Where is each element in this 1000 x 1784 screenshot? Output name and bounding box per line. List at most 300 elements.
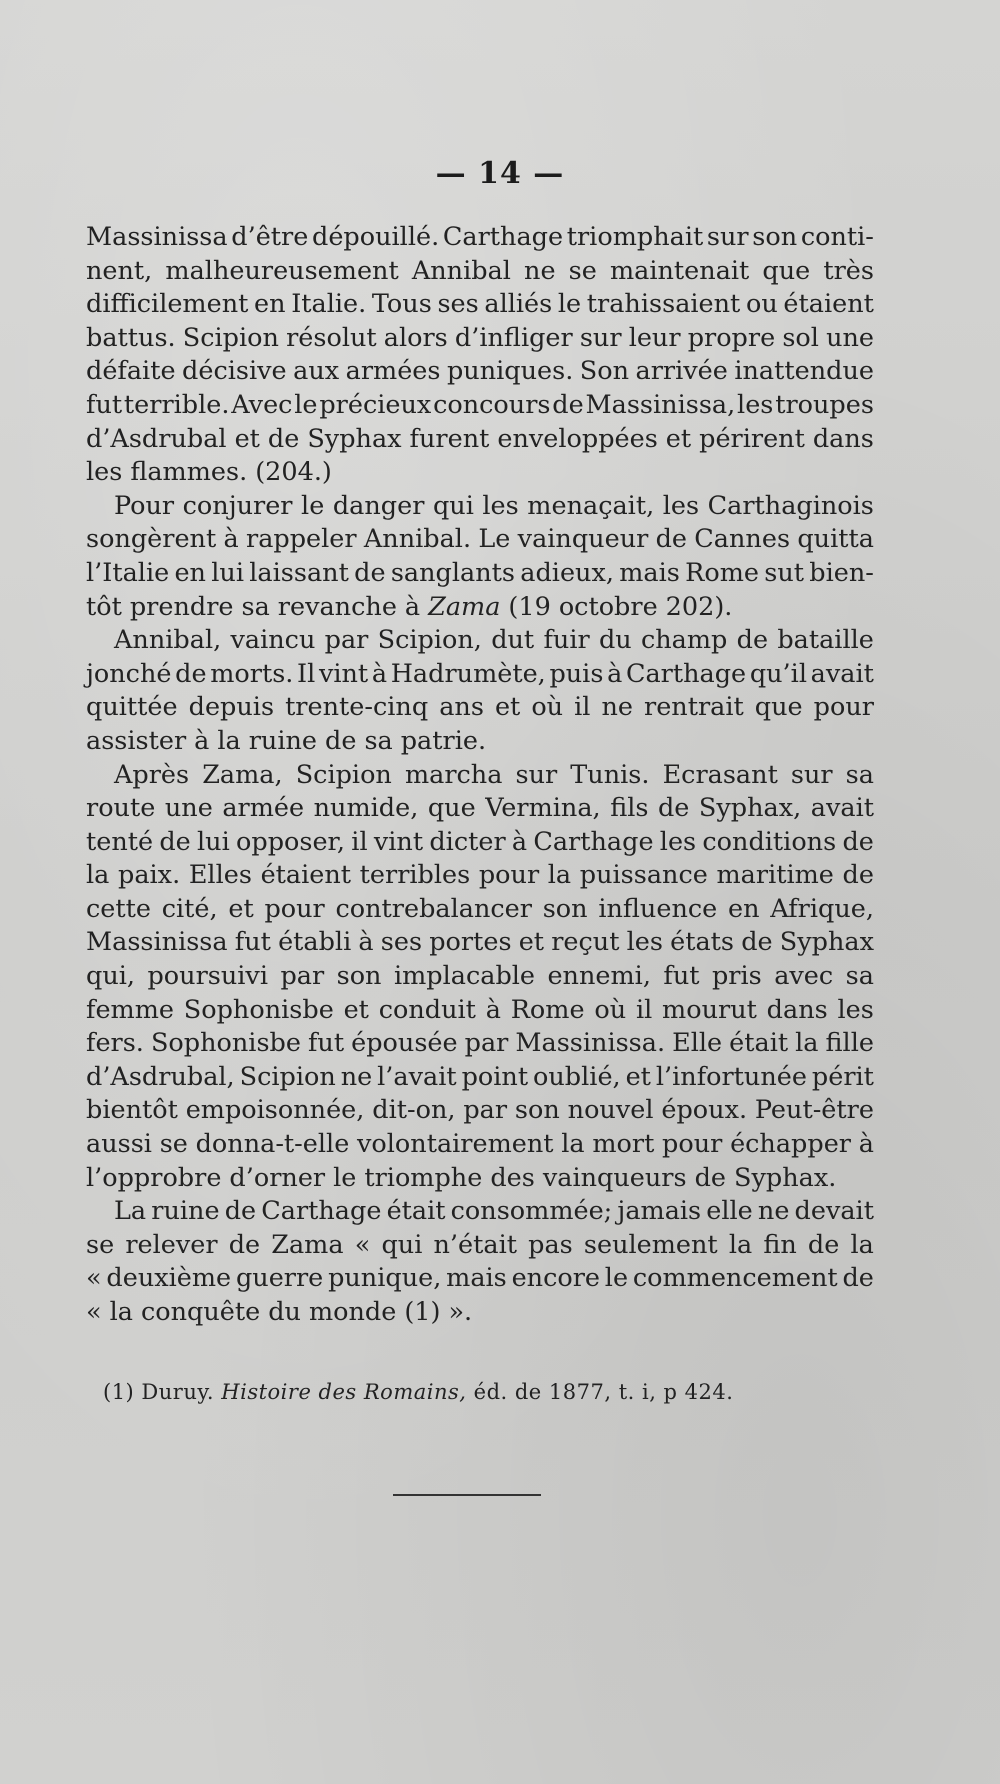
word: troupes	[775, 389, 874, 420]
word: Pour	[114, 490, 175, 521]
text-line	[86, 523, 874, 557]
word: de	[228, 1229, 261, 1260]
word: Italie.	[291, 289, 367, 320]
word: dicter	[429, 826, 506, 857]
word: son	[514, 1095, 560, 1126]
word: consommée;	[450, 1196, 613, 1227]
text-line	[86, 1128, 874, 1162]
word: Hadrumète,	[390, 658, 546, 689]
word: Carthage	[625, 658, 747, 689]
word: patrie.	[400, 725, 487, 756]
word: époux.	[661, 1095, 748, 1126]
word: à	[511, 826, 528, 857]
word: il	[351, 826, 368, 857]
word: Syphax	[307, 423, 402, 454]
word: vainqueur	[517, 524, 649, 555]
word: son	[542, 893, 588, 924]
word: avait	[810, 658, 874, 689]
word: conti-	[800, 222, 874, 252]
word: fut	[307, 1028, 345, 1059]
word: par	[464, 1028, 509, 1059]
word: pas	[528, 1229, 573, 1260]
text-line	[86, 826, 874, 860]
word: Zama	[271, 1229, 344, 1260]
word: il	[574, 692, 591, 723]
word: propre	[687, 322, 776, 353]
word: Scipion,	[377, 625, 482, 656]
word: tôt	[86, 591, 122, 622]
word: maritime	[716, 860, 834, 891]
word: dut	[491, 625, 535, 656]
word: puniques.	[446, 356, 574, 387]
word: pour	[264, 893, 325, 924]
word: deuxième	[106, 1263, 232, 1294]
body-text	[86, 221, 874, 1330]
word: se	[159, 1129, 188, 1160]
word: et	[343, 994, 369, 1025]
word: numide,	[313, 793, 419, 824]
word: à	[485, 994, 501, 1025]
word: les	[837, 994, 874, 1025]
word: les	[662, 490, 700, 521]
word: sa	[845, 759, 874, 790]
word: l’avait	[377, 1061, 457, 1092]
word: octobre	[558, 591, 658, 622]
word: la	[795, 1028, 819, 1059]
footnote-suffix: éd. de 1877, t. i, p 424.	[473, 1380, 734, 1404]
word: prendre	[129, 591, 234, 622]
word: Syphax.	[734, 1162, 837, 1193]
word: bataille	[777, 625, 874, 656]
word: conduit	[378, 994, 476, 1025]
word: était	[386, 1196, 446, 1227]
word: menaçait,	[527, 490, 655, 521]
word: Après	[114, 759, 190, 790]
text-line	[86, 1195, 874, 1229]
word: jamais	[617, 1196, 702, 1227]
word: Annibal	[411, 255, 511, 286]
word: et	[665, 423, 692, 454]
word: rappeler	[246, 524, 357, 555]
word: armée	[222, 793, 305, 824]
word: «	[86, 1263, 102, 1294]
text-line	[86, 792, 874, 826]
word: commencement	[632, 1263, 838, 1294]
word: le	[557, 289, 582, 320]
word: la	[547, 860, 572, 891]
word: aux	[293, 356, 340, 387]
word: par	[324, 625, 369, 656]
word: son	[752, 222, 798, 252]
word: Elle	[672, 1028, 723, 1059]
word: il	[635, 994, 653, 1025]
word: ne	[340, 1061, 373, 1092]
word: épousée	[351, 1028, 458, 1059]
word: où	[594, 994, 627, 1025]
word: fin	[763, 1229, 797, 1260]
word: pour	[813, 692, 874, 723]
word: sur	[515, 759, 558, 790]
word: le	[294, 389, 318, 420]
word: qui,	[86, 961, 136, 992]
word: route	[86, 793, 156, 824]
text-line	[86, 624, 874, 658]
word: sur	[579, 322, 622, 353]
word: en	[728, 893, 760, 924]
word: de	[842, 826, 874, 857]
word: vint	[318, 658, 369, 689]
text-line	[86, 221, 874, 255]
word: elle	[706, 1196, 753, 1227]
word: Scipion	[295, 759, 392, 790]
word: devait	[794, 1196, 874, 1227]
text-line	[86, 759, 874, 793]
word: marcha	[404, 759, 503, 790]
word: seulement	[583, 1229, 718, 1260]
word: dépouillé.	[312, 222, 440, 252]
word: étaient	[260, 860, 352, 891]
word: Le	[478, 524, 511, 555]
word: Scipion	[239, 1061, 336, 1092]
word: les	[626, 927, 663, 958]
word: dans	[812, 423, 874, 454]
word: sol	[782, 322, 819, 353]
word: le	[301, 490, 325, 521]
word: pris	[711, 961, 762, 992]
word: inattendue	[734, 356, 874, 387]
word: furent	[409, 423, 490, 454]
end-rule	[393, 1494, 541, 1496]
word: (19	[508, 591, 551, 622]
word: Syphax	[779, 927, 874, 958]
text-line	[86, 893, 874, 927]
word: trente-cinq	[285, 692, 429, 723]
word: Massinissa	[86, 222, 228, 252]
word: cité,	[161, 893, 218, 924]
word: fils	[610, 793, 649, 824]
text-line	[86, 490, 874, 524]
word: bientôt	[86, 1095, 178, 1126]
word: Carthage	[533, 826, 654, 857]
word: à	[194, 725, 210, 756]
word: triomphe	[364, 1162, 483, 1193]
word: vaincu	[230, 625, 316, 656]
text-line	[86, 591, 874, 625]
footnote-prefix: (1) Duruy.	[103, 1380, 215, 1404]
word: du	[268, 1297, 301, 1327]
word: se	[568, 255, 597, 286]
word: morts.	[210, 658, 294, 689]
word: de	[175, 658, 207, 689]
word: sanglants	[390, 557, 515, 588]
word: battus.	[86, 322, 176, 353]
text-line	[86, 389, 874, 423]
text-line	[86, 1262, 874, 1296]
word: de	[842, 860, 874, 891]
word: Carthaginois	[707, 490, 874, 521]
word: Afrique,	[770, 893, 874, 924]
word: ne	[524, 255, 556, 286]
word: dit-on,	[372, 1095, 456, 1126]
word: Il	[297, 658, 316, 689]
word: ruine	[151, 1196, 220, 1227]
word: de	[741, 927, 773, 958]
word: nent,	[86, 255, 153, 286]
footnote-book-title: Histoire des Romains,	[221, 1380, 467, 1404]
word: par	[280, 961, 325, 992]
word: de	[842, 1263, 874, 1294]
word: la	[217, 725, 241, 756]
word: la	[86, 860, 110, 891]
word: vainqueurs	[542, 1162, 687, 1193]
word: pour	[478, 860, 540, 891]
text-line	[86, 423, 874, 457]
word: Cannes	[694, 524, 791, 555]
word: à	[404, 591, 421, 622]
word: à	[223, 524, 239, 555]
word: Massinissa	[86, 927, 228, 958]
word: états	[670, 927, 735, 958]
word: ans	[439, 692, 484, 723]
word: le	[333, 1162, 357, 1193]
word: de	[267, 423, 300, 454]
word: arrivée	[635, 356, 728, 387]
word: d’infliger	[454, 322, 573, 353]
word: Annibal,	[114, 625, 222, 656]
word: et	[228, 893, 254, 924]
word: sa	[364, 725, 393, 756]
word: donna-t-elle	[195, 1129, 350, 1160]
word: étaient	[783, 289, 874, 320]
word: ne	[601, 692, 633, 723]
word: depuis	[188, 692, 275, 723]
word: puissance	[579, 860, 708, 891]
word: de	[736, 625, 769, 656]
word: que	[754, 692, 803, 723]
word: et	[494, 692, 521, 723]
word: sur	[790, 759, 833, 790]
word: ennemi,	[547, 961, 651, 992]
word: malheureusement	[165, 255, 399, 286]
text-line	[86, 322, 874, 356]
word: qui	[432, 490, 474, 521]
text-line	[86, 960, 874, 994]
word: songèrent	[86, 524, 217, 555]
word: les	[659, 826, 697, 857]
word: contrebalancer	[335, 893, 532, 924]
word: jonché	[86, 658, 172, 689]
text-line	[86, 926, 874, 960]
word: sut	[764, 557, 805, 588]
word: de	[325, 725, 357, 756]
text-line	[86, 355, 874, 389]
word: Peut-être	[754, 1095, 874, 1126]
word: d’Asdrubal,	[86, 1061, 235, 1092]
word: de	[657, 793, 690, 824]
word: une	[826, 322, 874, 353]
word: l’opprobre	[86, 1162, 222, 1193]
word: était	[729, 1028, 789, 1059]
text-line	[86, 1162, 874, 1196]
word: terrible.	[123, 389, 230, 420]
word: où	[531, 692, 564, 723]
word: mais	[619, 557, 680, 588]
word: n’était	[433, 1229, 517, 1260]
word: ne	[757, 1196, 790, 1227]
word: ruine	[248, 725, 318, 756]
word: ses	[380, 927, 423, 958]
word: Scipion	[182, 322, 279, 353]
word: rentrait	[644, 692, 744, 723]
word: trahissaient	[586, 289, 741, 320]
word: «	[86, 1297, 102, 1327]
word: (204.)	[255, 457, 332, 488]
word: assister	[86, 725, 187, 756]
word: Tunis.	[570, 759, 650, 790]
word: sa	[845, 961, 874, 992]
word: mais	[446, 1263, 507, 1294]
word: influence	[598, 893, 718, 924]
word: la	[850, 1229, 874, 1260]
word: Carthage	[261, 1196, 382, 1227]
word: de	[807, 1229, 840, 1260]
word: résolut	[286, 322, 377, 353]
word: laissant	[249, 557, 349, 588]
word: périrent	[699, 423, 805, 454]
footnote	[103, 1380, 733, 1404]
word: Tous	[371, 289, 432, 320]
word: terribles	[359, 860, 471, 891]
word: avait	[810, 793, 874, 824]
word: aussi	[86, 1129, 152, 1160]
word: danger	[332, 490, 425, 521]
word: et	[234, 423, 260, 454]
word: de	[159, 826, 191, 857]
word: établi	[278, 927, 352, 958]
word: de	[694, 1162, 726, 1193]
word: adieux,	[520, 557, 614, 588]
word: portes	[429, 927, 512, 958]
word: Sophonisbe	[183, 994, 334, 1025]
word: Carthage	[442, 222, 564, 252]
word: du	[598, 625, 632, 656]
text-line	[86, 1229, 874, 1263]
word: Sophonisbe	[150, 1028, 301, 1059]
word: le	[604, 1263, 629, 1294]
word: fut	[86, 389, 123, 420]
word: qu’il	[749, 658, 807, 689]
word: dans	[766, 994, 828, 1025]
word: «	[354, 1229, 371, 1260]
word: d’Asdrubal	[86, 423, 227, 454]
text-line	[86, 658, 874, 692]
word: quitta	[797, 524, 874, 555]
word: à	[358, 927, 374, 958]
word: implacable	[393, 961, 536, 992]
word: difficilement	[86, 289, 249, 320]
word: la	[109, 1297, 133, 1327]
word: point	[461, 1061, 529, 1092]
word: par	[463, 1095, 508, 1126]
word: Massinissa,	[585, 389, 736, 420]
word: et	[625, 1061, 651, 1092]
word: en	[174, 557, 206, 588]
word: mort	[592, 1129, 655, 1160]
word: 202).	[665, 591, 733, 622]
word: bien-	[809, 557, 874, 588]
text-line	[86, 859, 874, 893]
word: et	[518, 927, 545, 958]
word: qui	[381, 1229, 423, 1260]
word: les	[86, 457, 123, 488]
word: l’Italie	[86, 557, 170, 588]
word: à	[371, 658, 388, 689]
text-line	[86, 1094, 874, 1128]
word: à	[607, 658, 623, 689]
word: Rome	[510, 994, 585, 1025]
word: conquête	[140, 1297, 261, 1327]
word: Avec	[231, 389, 293, 420]
word: sa	[241, 591, 270, 622]
word: nouvel	[567, 1095, 654, 1126]
word: périt	[811, 1061, 874, 1092]
word: précieux	[319, 389, 432, 420]
word: Syphax,	[698, 793, 802, 824]
word: les	[737, 389, 774, 420]
word: concours	[433, 389, 551, 420]
word: maintenait	[609, 255, 750, 286]
word: défaite	[86, 356, 176, 387]
word: décisive	[182, 356, 287, 387]
word: alors	[383, 322, 448, 353]
word: encore	[511, 1263, 600, 1294]
word: se	[86, 1229, 115, 1260]
word: Rome	[685, 557, 759, 588]
text-line	[86, 456, 874, 490]
word: enveloppées	[497, 423, 658, 454]
word: Annibal.	[363, 524, 472, 555]
word: volontairement	[357, 1129, 554, 1160]
word: quittée	[86, 692, 178, 723]
word: empoisonnée,	[185, 1095, 365, 1126]
text-line	[86, 557, 874, 591]
word: punique,	[328, 1263, 442, 1294]
word: flammes.	[130, 457, 248, 488]
word: leur	[628, 322, 681, 353]
word: relever	[125, 1229, 218, 1260]
word: puis	[549, 658, 604, 689]
word: la	[728, 1229, 753, 1260]
word: pour	[662, 1129, 723, 1160]
word: d’orner	[229, 1162, 326, 1193]
word: monde	[308, 1297, 397, 1327]
word: fuir	[543, 625, 590, 656]
word: vint	[373, 826, 424, 857]
word: lui	[211, 557, 244, 588]
word: armées	[345, 356, 441, 387]
word: conditions	[702, 826, 837, 857]
word: Son	[579, 356, 630, 387]
word: opposer,	[236, 826, 346, 857]
word: que	[762, 255, 811, 286]
text-line	[86, 1061, 874, 1095]
word: échapper	[730, 1129, 851, 1160]
word: Elles	[188, 860, 252, 891]
word: ses	[437, 289, 479, 320]
word: l’infortunée	[655, 1061, 807, 1092]
word: revanche	[277, 591, 397, 622]
word: alliés	[484, 289, 553, 320]
